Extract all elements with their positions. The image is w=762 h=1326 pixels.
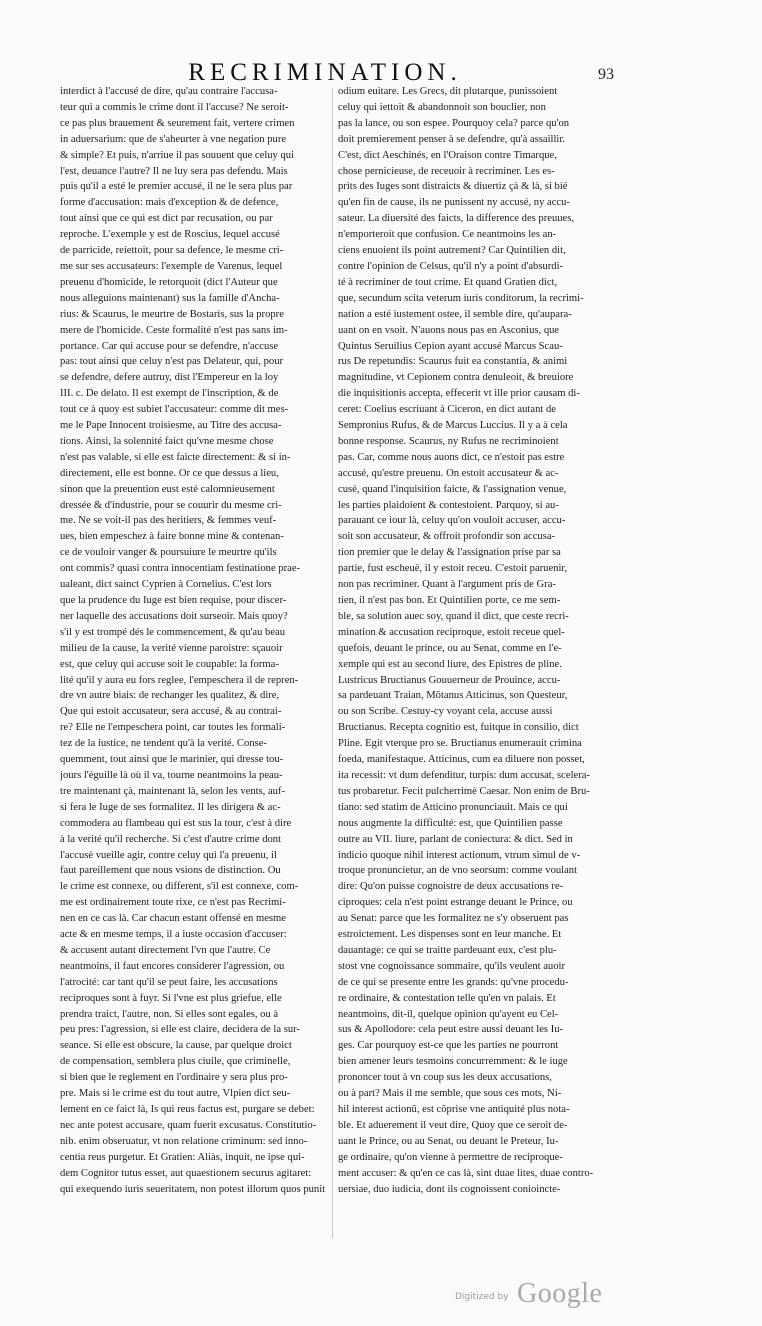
text-line: au Senat: parce que les formalitez ne s'y obseruent pas	[338, 913, 569, 925]
text-line: hil interest actionũ, est cõprise vne antiquité plus nota-	[338, 1104, 570, 1115]
text-line: ner laquelle des accusations doit surseoir. Mais quoy?	[60, 610, 288, 622]
text-line: odium euitare. Les Grecs, dit plutarque, punissoient	[338, 86, 558, 97]
text-line: interdict à l'accusé de dire, qu'au contraire l'accusa-	[60, 86, 278, 97]
text-line: parauant ce iour là, celuy qu'on vouloit accuser, accu-	[338, 515, 566, 527]
text-line: n'emporteroit que confusion. Ce neantmoins les an-	[338, 229, 557, 241]
text-line: indicio quoque nihil interest actionum, vtrum simul de v-	[338, 849, 581, 861]
text-line: prononcer tout à vn coup sus les deux accusations,	[338, 1072, 552, 1084]
text-line: tus probaretur. Fecit pulcherrimè Caesar. Non enim de Bru-	[338, 785, 590, 797]
text-line: teur qui a commis le crime dont il l'accuse? Ne seroit-	[60, 101, 289, 113]
text-line: accusé, qu'estre preuenu. On estoit accusateur & ac-	[338, 467, 559, 479]
text-line: die inquisitionis accepta, effecerit vt ille prior causam di-	[338, 388, 580, 400]
text-line: té à recriminer de tout crime. Et quand Gratien dict,	[338, 276, 558, 288]
text-line: puis qu'il a esté le premier accusé, il ne le sera plus par	[60, 181, 293, 193]
text-line: Lustricus Bructianus Gouuerneur de Prouince, accu-	[338, 674, 561, 686]
text-line: ou à part? Mais il me semble, que sous ces mots, Ni-	[338, 1088, 562, 1100]
right-text-column	[338, 84, 630, 1254]
text-line: tout ce à quoy est subiet l'accusateur: comme dit mes-	[60, 404, 289, 416]
text-line: chose pernicieuse, de receuoir à recriminer. Les es-	[338, 165, 555, 177]
text-line: prits des Iuges sont distraicts & diuertiz çà & là, si bié	[338, 181, 568, 193]
text-line: mination & accusation reciproque, estoit receue quel-	[338, 626, 565, 638]
text-line: nen en ce cas là. Car chacun estant offensé en mesme	[60, 913, 286, 925]
text-line: nib. enim obseruatur, vt non relatione criminum: sed inno-	[60, 1135, 308, 1147]
text-line: Que qui estoit accusateur, sera accusé, & au contrai-	[60, 706, 282, 718]
text-line: l'est, deuance l'autre? Il ne luy sera pas defendu. Mais	[60, 165, 288, 177]
text-line: ble. Et aduerement il veut dire, Quoy que ce seroit de-	[338, 1119, 568, 1131]
text-line: mere de l'homicide. Ceste formalité n'est pas sans im-	[60, 324, 288, 336]
text-line: tout ainsi que ce qui est dict par recusation, ou par	[60, 213, 273, 225]
text-line: est, que celuy qui accuse soit le coupable: la forma-	[60, 658, 279, 670]
text-line: ges. Car pourquoy est-ce que les parties ne pourront	[338, 1040, 559, 1052]
text-line: ge ordinaire, qu'on vienne à permettre de reciproque-	[338, 1151, 563, 1163]
text-line: foeda, manifestaque. Atticinus, cum ea diluere non posset,	[338, 754, 585, 766]
text-line: tre maintenant çà, maintenant là, selon les vents, auf-	[60, 785, 286, 797]
text-line: dem Cognitor tutus esset, aut quaestionem securus agitaret:	[60, 1167, 312, 1179]
text-line: dre vn autre biais: de rechanger les qualitez, & dire,	[60, 690, 280, 702]
text-line: ciproques: cela n'est point estrange deuant le Prince, ou	[338, 897, 573, 909]
text-line: tion premier que le delay & l'assignation prise par sa	[338, 547, 561, 559]
text-line: jours l'éguille là où il va, tourne neantmoins la peau-	[60, 769, 283, 781]
text-line: ment accuser: & qu'en ce cas là, sint duae lites, duae contro-	[338, 1167, 594, 1179]
text-line: commodera au flambeau qui est sus la tour, c'est à dire	[60, 817, 292, 829]
text-line: si bien que le reglement en l'ordinaire y sera plus pro-	[60, 1072, 288, 1084]
text-line: reproche. L'exemple y est de Roscius, lequel accusé	[60, 229, 280, 241]
text-line: que la prudence du Iuge est bien requise, pour discer-	[60, 595, 287, 606]
page-number: 93	[598, 66, 614, 83]
text-line: III. c. De delato. Il est exempt de l'inscription, & de	[60, 388, 279, 400]
text-line: & accusent autant directement l'vn que l'autre. Ce	[60, 944, 271, 956]
text-line: faut pareillement que nous vsions de distinction. Ou	[60, 865, 281, 877]
text-line: me est ordinairement toute rixe, ce n'est pas Recrimi-	[60, 897, 286, 909]
text-line: re ordinaire, & contestation telle qu'en vn palais. Et	[338, 992, 556, 1004]
text-line: re? Elle ne l'empeschera point, car toutes les formali-	[60, 722, 286, 734]
text-line: acte & en mesme temps, il a iuste occasion d'accuser:	[60, 929, 287, 941]
digitized-by-label: Digitized by	[455, 1292, 509, 1302]
text-line: ues, bien empeschez à faire bonne mine & contenan-	[60, 531, 284, 543]
text-line: magnitudine, vt Cepionem contra denuleoit, & breuiore	[338, 372, 574, 384]
left-text-column	[60, 84, 328, 1254]
text-line: soit son accusateur, & offroit profondir son accusa-	[338, 531, 556, 543]
text-line: se defendre, defere autruy, dist l'Empereur en la loy	[60, 372, 279, 384]
text-line: me le Pape Innocent troisiesme, au Titre des accusa-	[60, 420, 282, 432]
text-line: stost vne cognoissance sommaire, qu'ils veulent auoir	[338, 960, 565, 972]
text-line: me sur ses accusateurs: l'exemple de Varenus, lequel	[60, 260, 283, 272]
text-line: uant on en vsoit. N'auons nous pas en Asconius, que	[338, 324, 560, 336]
text-line: preuenu d'homicide, le retorquoit (dict l'Auteur que	[60, 276, 278, 288]
text-line: celuy qui iettoit & abandonnoit son bouclier, non	[338, 101, 546, 113]
text-line: rius: & Scaurus, le meurtre de Bostaris, sus la propre	[60, 308, 284, 320]
text-line: cusé, quand l'inquisition faicte, & l'assignation venue,	[338, 483, 567, 495]
text-line: dressée & d'industrie, pour se couurir du mesme cri-	[60, 499, 282, 511]
text-line: Bructianus. Recepta cognitio est, fuitque in consilio, dict	[338, 722, 579, 734]
text-line: uant le Prince, ou au Senat, ou deuant le Preteur, Iu-	[338, 1135, 559, 1147]
text-line: non pas recriminer. Quant à l'argument pris de Gra-	[338, 579, 556, 591]
text-line: l'accusé vueille agir, contre celuy qui l'a preuenu, il	[60, 849, 277, 861]
text-line: ble, sa solution auec soy, quand il dict, que ceste recri-	[338, 610, 569, 622]
text-line: l'atrocité: car tant qu'il se peut faire, les accusations	[60, 976, 278, 988]
text-line: neantmoins, dit-il, quelque opinion qu'ayent eu Cel-	[338, 1008, 559, 1020]
text-line: Sempronius Rufus, & de Marcus Luccius. Il y a à cela	[338, 420, 568, 432]
text-line: lement en ce faict là, Is qui reus factus est, purgare se debet:	[60, 1104, 315, 1115]
text-line: uersiae, duo iudicia, dont ils cognoissent conioincte-	[338, 1183, 561, 1195]
text-line: rus De repetundis: Scaurus fuit ea constantia, & animi	[338, 356, 568, 368]
text-line: de compensation, semblera plus ciuile, que criminelle,	[60, 1056, 291, 1068]
text-line: si fera le Iuge de ses formalitez. Il les dirigera & ac-	[60, 801, 281, 813]
text-line: tiano: sed statim de Atticino pronunciauit. Mais ce qui	[338, 801, 568, 813]
text-line: sus & Apollodore: cela peut estre aussi deuant les Iu-	[338, 1024, 564, 1036]
text-line: bonne response. Scaurus, ny Rufus ne recriminoient	[338, 435, 559, 447]
text-line: sinon que la preuention eust esté calomnieusement	[60, 483, 275, 495]
text-line: tions. Ainsi, la solennité faict qu'vne mesme chose	[60, 435, 274, 447]
text-line: le crime est connexe, ou different, s'il est connexe, com-	[60, 881, 299, 893]
text-line: reciproques sont à fuyr. Si l'vne est plus griefue, elle	[60, 992, 282, 1004]
text-line: & simple? Et puis, n'arriue il pas souuent que celuy qui	[60, 149, 295, 161]
text-line: pas: tout ainsi que celuy n'est pas Delateur, qui, pour	[60, 356, 284, 368]
text-line: s'il y est trompé dés le commencement, & qu'au beau	[60, 626, 286, 638]
text-line: à la verité qu'il recherche. Si c'est d'autre crime dont	[60, 833, 282, 845]
text-line: ita recessit: vt dum defenditur, turpis: dum accusat, scelera-	[338, 769, 590, 781]
text-line: estroictement. Les dispenses sont en leur manche. Et	[338, 929, 562, 941]
text-line: neantmoins, il faut encores considerer l'agression, ou	[60, 960, 285, 972]
text-line: dauantage: ce qui se traitte pardeuant eux, c'est plu-	[338, 944, 557, 956]
text-line: directement, elle est bonne. Or ce que dessus a lieu,	[60, 467, 279, 479]
text-line: bien amener leurs tesmoins concurremment: & le iuge	[338, 1056, 568, 1068]
text-line: de ce qui se presente entre les grands: qu'vne procedu-	[338, 976, 569, 988]
text-line: ce pas plus brauement & seurement fait, vertere crimen	[60, 117, 295, 129]
text-line: pas la lance, ou son espee. Pourquoy cela? parce qu'on	[338, 117, 570, 129]
text-line: sateur. La diuersité des faicts, la difference des preuues,	[338, 213, 575, 225]
text-line: ou son Scribe. Cestuy-cy voyant cela, accuse aussi	[338, 706, 553, 718]
text-line: quefois, deuant le prince, ou au Senat, comme en l'e-	[338, 642, 562, 654]
text-line: doit premierement penser à se defendre, qu'à assaillir.	[338, 133, 565, 145]
text-line: in aduersarium: que de s'aheurter à vne negation pure	[60, 133, 287, 145]
text-line: prendra traict, l'autre, non. Si elles sont egales, ou à	[60, 1008, 279, 1020]
text-line: tez de la iustice, ne tendent qu'à la verité. Conse-	[60, 738, 267, 750]
text-line: quemment, tout ainsi que le marinier, qui dresse tou-	[60, 754, 284, 766]
text-line: troque pronuncietur, an de vno seorsum: comme voulant	[338, 865, 578, 877]
text-line: de parricide, reiettoit, pour sa defence, le mesme cri-	[60, 245, 284, 257]
text-line: centia reus purgetur. Et Gratien: Aliàs, inquit, ne ipse qui-	[60, 1151, 305, 1163]
text-line: milieu de la cause, la verité vienne paroistre: sçauoir	[60, 642, 283, 654]
text-line: dire: Qu'on puisse cognoistre de deux accusations re-	[338, 881, 564, 893]
text-line: outre au VII. liure, parlant de coniectura: & dict. Sed in	[338, 833, 573, 845]
google-logo: Google	[517, 1278, 603, 1309]
text-line: ont commis? quasi contra innocentiam festinatione prae-	[60, 563, 301, 575]
text-line: ceret: Coelius escriuant à Ciceron, en dict autant de	[338, 404, 556, 416]
text-line: partie, fust escheuë, il y estoit receu. C'estoit paruenir,	[338, 563, 568, 575]
text-line: lité qu'il y aura eu fors reglee, l'empeschera il de repren-	[60, 674, 299, 686]
text-line: forme d'accusation: mais d'exception & de defence,	[60, 197, 279, 209]
text-line: nation a esté iustement ostee, il semble dire, qu'aupara-	[338, 308, 572, 320]
text-line: nous alleguions maintenant) sus la famille d'Ancha-	[60, 292, 280, 304]
text-line: ciens enuoient ils point autrement? Car Quintilien dit,	[338, 245, 566, 257]
text-line: tien, il n'est pas bon. Et Quintilien porte, ce me sem-	[338, 595, 561, 606]
text-line: xemple qui est au second liure, des Epistres de pline.	[338, 658, 562, 670]
text-line: me. Ne se voit-il pas des heritiers, & femmes veuf-	[60, 515, 277, 527]
text-line: sa pardeuant Traian, Mõtanus Atticinus, son Questeur,	[338, 690, 568, 702]
text-line: n'est pas valable, si elle est faicte directement: & si in-	[60, 451, 291, 463]
google-watermark	[455, 1278, 625, 1314]
text-line: pre. Mais si le crime est du tout autre, Vlpien dict seu-	[60, 1088, 291, 1100]
text-line: C'est, dict Aeschinés, en l'Oraison contre Timarque,	[338, 149, 557, 161]
text-line: nous augmente la difficulté: est, que Quintilien passe	[338, 817, 563, 829]
text-line: Pline. Egit vterque pro se. Bructianus enumerauit crimina	[338, 738, 582, 750]
text-line: ce de vouloir vanger & poursuiure le meurtre qu'ils	[60, 547, 277, 559]
text-line: que, secundum scita veterum iuris conditorum, la recrimi-	[338, 292, 584, 304]
text-line: qu'en fin de cause, ils ne punissent ny accusé, ny accu-	[338, 197, 570, 209]
text-line: portance. Car qui accuse pour se defendre, n'accuse	[60, 340, 279, 352]
text-line: pas. Car, comme nous auons dict, ce n'estoit pas estre	[338, 451, 565, 463]
running-title: RECRIMINATION.	[188, 59, 462, 86]
column-divider	[332, 88, 333, 1238]
text-line: seance. Si elle est obscure, la cause, par quelque droict	[60, 1040, 292, 1052]
text-line: contre l'opinion de Celsus, qu'il n'y a point d'absurdi-	[338, 260, 564, 272]
text-line: Quintus Seruilius Cepion ayant accusé Marcus Scau-	[338, 340, 563, 352]
text-line: peu pres: l'agression, si elle est claire, decidera de la sur-	[60, 1024, 300, 1036]
text-line: qui exequendo iuris seueritatem, non potest illorum quos punit	[60, 1183, 326, 1195]
text-line: ualeant, dict sainct Cyprien à Cornelius. C'est lors	[60, 579, 272, 591]
text-line: nec ante potest accusare, quam fuerit excusatus. Constitutio-	[60, 1119, 317, 1131]
text-line: les parties plaidoient & contestoient. Parquoy, si au-	[338, 499, 559, 511]
